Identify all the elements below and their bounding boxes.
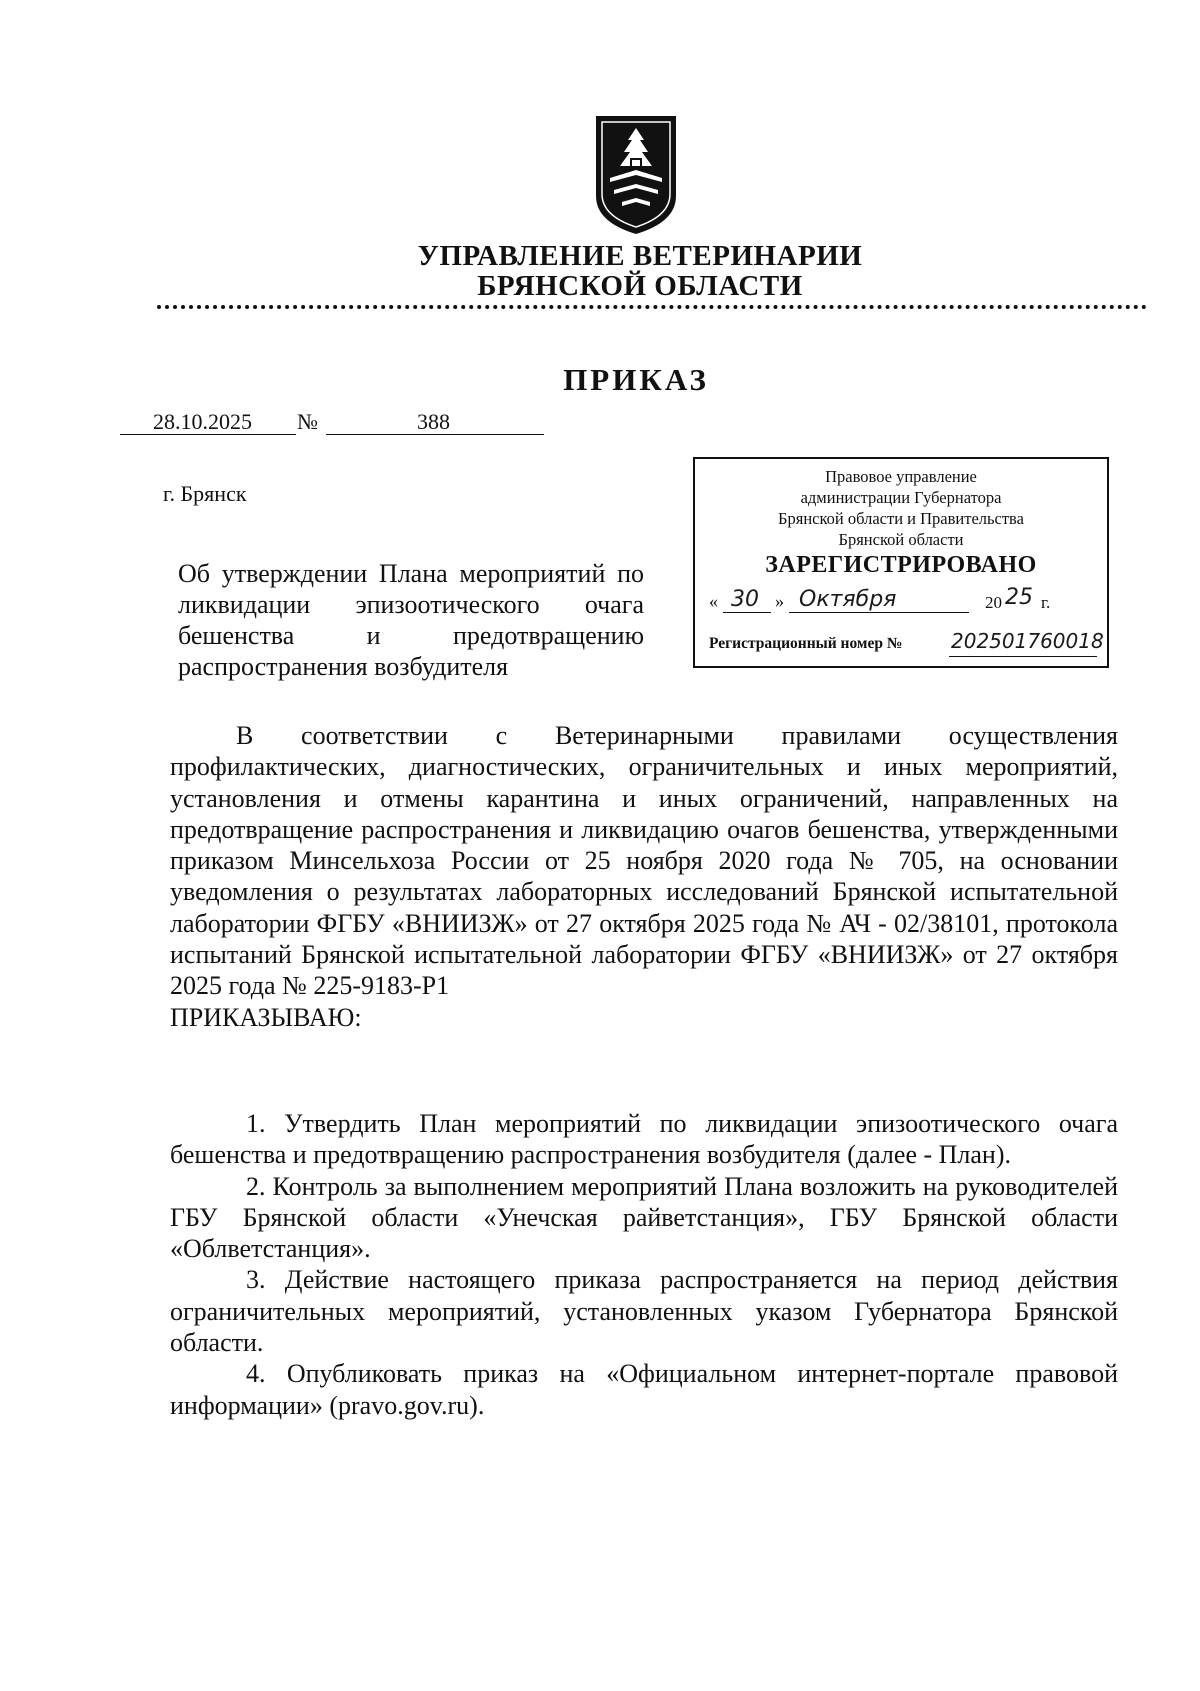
organization-name-line1: УПРАВЛЕНИЕ ВЕТЕРИНАРИИ: [417, 240, 863, 272]
stamp-month-underline: [789, 612, 969, 613]
stamp-reg-label: Регистрационный номер №: [709, 635, 903, 652]
document-date: 28.10.2025: [153, 409, 252, 434]
registration-stamp: [693, 457, 1109, 668]
organization-name-line2: БРЯНСКОЙ ОБЛАСТИ: [477, 270, 803, 302]
stamp-line-3: Брянской области и Правительства: [778, 509, 1024, 528]
order-items: [170, 1108, 1118, 1421]
stamp-quote-close: »: [775, 591, 784, 611]
document-number: 388: [417, 409, 450, 434]
stamp-line-4: Брянской области: [838, 530, 964, 549]
coat-of-arms-emblem: [588, 110, 684, 238]
document-body: [170, 720, 1118, 1033]
order-item-1: 1. Утвердить План мероприятий по ликвидации эпизоотического очага бешенства и предотвращению распространения возбудителя (далее - План).: [170, 1109, 1118, 1170]
stamp-month: Октября: [799, 587, 897, 612]
document-title: ПРИКАЗ: [563, 362, 709, 397]
stamp-registered-label: ЗАРЕГИСТРИРОВАНО: [765, 552, 1037, 578]
stamp-line-2: администрации Губернатора: [800, 488, 1002, 507]
document-city: г. Брянск: [163, 481, 247, 506]
stamp-reg-number: 202501760018: [951, 629, 1104, 653]
number-sign: №: [297, 409, 318, 434]
stamp-line-1: Правовое управление: [825, 467, 977, 486]
preamble-paragraph: В соответствии с Ветеринарными правилами осуществления профилактических, диагностических, ограничительных и иных мероприятий, установления и отмены карантина и иных ограничений, направленных на предотвращение распространения и ликвидацию очагов бешенства, утвержденными приказом Минсельхоза России от 25 ноября 2020 года № 705, на основании уведомления о результатах лабораторных исследований Брянской испытательной лаборатории ФГБУ «ВНИИЗЖ» от 27 октября 2025 года № АЧ - 02/38101, протокола испытаний Брянской испытательной лаборатории ФГБУ «ВНИИЗЖ» от 27 октября 2025 года № 225-9183-Р1: [170, 721, 1118, 1001]
order-item-4: 4. Опубликовать приказ на «Официальном интернет-портале правовой информации» (pravo.gov.ru).: [170, 1359, 1118, 1420]
stamp-quote-open: «: [709, 591, 718, 611]
dotted-separator: [157, 299, 1147, 309]
stamp-day-underline: [723, 612, 771, 613]
stamp-year-suffix: 25: [1005, 585, 1033, 610]
order-word: ПРИКАЗЫВАЮ:: [170, 1002, 362, 1032]
order-item-2: 2. Контроль за выполнением мероприятий Плана возложить на руководителей ГБУ Брянской области «Унечская райветстанция», ГБУ Брянской области «Облветстанция».: [170, 1171, 1118, 1264]
document-subject: Об утверждении Плана мероприятий по ликвидации эпизоотического очага бешенства и предотвращению распространения возбудителя: [178, 559, 644, 681]
stamp-reg-underline: [949, 656, 1097, 657]
stamp-year-prefix: 20: [985, 593, 1002, 612]
stamp-day: 30: [731, 587, 759, 612]
stamp-year-unit: г.: [1041, 593, 1051, 612]
order-item-3: 3. Действие настоящего приказа распространяется на период действия ограничительных мероприятий, установленных указом Губернатора Брянской области.: [170, 1265, 1118, 1358]
